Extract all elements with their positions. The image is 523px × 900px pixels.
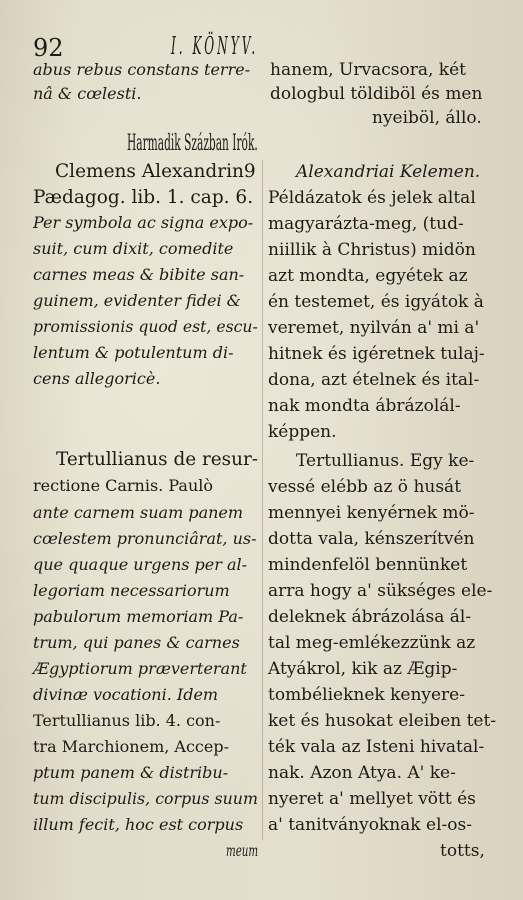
left-text-line: Tertullianus de resur- — [56, 449, 258, 470]
left-catchword: meum — [226, 841, 259, 860]
left-text-line: Per symbola ac signa expo- — [33, 213, 254, 232]
left-text-line: divinæ vocationi. Idem — [33, 685, 219, 704]
left-text-line: Pædagog. lib. 1. cap. 6. — [33, 187, 254, 208]
intro-right-line: dologbul töldiböl és men — [270, 84, 483, 104]
left-text-line: Tertullianus lib. 4. con- — [33, 711, 221, 730]
running-head: I. KÖNYV. — [171, 32, 259, 60]
column-divider — [262, 160, 263, 840]
left-text-line: Ægyptiorum præverterant — [33, 659, 247, 678]
left-text-line: rectione Carnis. Paulò — [33, 476, 213, 495]
right-text-line: a' tanitványoknak el-os- — [268, 815, 472, 835]
left-text-line: promissionis quod est, escu- — [33, 317, 258, 336]
left-text-line: que quaque urgens per al- — [33, 555, 248, 574]
right-text-line: ket és husokat eleiben tet- — [268, 711, 497, 731]
intro-right-line: nyeiböl, állo. — [372, 108, 482, 128]
left-text-line: guinem, evidenter fidei & — [33, 291, 241, 310]
left-text-line: legoriam necessariorum — [33, 581, 230, 600]
right-text-line: vessé elébb az ö husát — [268, 477, 462, 497]
left-text-line: suit, cum dixit, comedite — [33, 239, 234, 258]
right-text-line: nak. Azon Atya. A' ke- — [268, 763, 456, 783]
intro-left-line: nâ & cœlesti. — [33, 84, 142, 103]
left-text-line: ptum panem & distribu- — [33, 763, 229, 782]
page-number: 92 — [33, 34, 64, 62]
right-text-line: magyarázta-meg, (tud- — [268, 214, 464, 234]
right-text-line: veremet, nyilván a' mi a' — [268, 318, 480, 338]
right-text-line: hitnek és igéretnek tulaj- — [268, 344, 485, 364]
left-text-line: carnes meas & bibite san- — [33, 265, 245, 284]
left-text-line: cens allegoricè. — [33, 369, 161, 388]
right-text-line: Atyákrol, kik az Ægip- — [268, 659, 458, 679]
right-text-line: arra hogy a' sükséges ele- — [268, 581, 493, 601]
left-text-line: pabulorum memoriam Pa- — [33, 607, 244, 626]
right-text-line: én testemet, és igyátok à — [268, 292, 484, 312]
right-text-line: nak mondta ábrázolál- — [268, 396, 461, 416]
right-text-line: ték vala az Isteni hivatal- — [268, 737, 485, 757]
right-text-line: niillik à Christus) midön — [268, 240, 476, 260]
right-text-line: Példázatok és jelek altal — [268, 188, 476, 208]
intro-left-line: abus rebus constans terre- — [33, 60, 251, 79]
intro-right-line: hanem, Urvacsora, két — [270, 60, 466, 80]
left-text-line: illum fecit, hoc est corpus — [33, 815, 244, 834]
left-text-line: ante carnem suam panem — [33, 503, 244, 522]
right-text-line: képpen. — [268, 422, 337, 442]
left-text-line: tra Marchionem, Accep- — [33, 737, 229, 756]
left-text-line: lentum & potulentum di- — [33, 343, 234, 362]
section-heading: Harmadik Százban Irók. — [127, 131, 258, 156]
right-text-line: deleknek ábrázolása ál- — [268, 607, 472, 627]
right-text-line: mennyei kenyérnek mö- — [268, 503, 475, 523]
right-text-line: nyeret a' mellyet vött és — [268, 789, 476, 809]
right-catchword: totts, — [440, 841, 485, 861]
right-text-line: dona, azt ételnek és ital- — [268, 370, 480, 390]
right-text-line: Tertullianus. Egy ke- — [296, 451, 475, 471]
left-text-line: tum discipulis, corpus suum — [33, 789, 258, 808]
right-text-line: tal meg-emlékezzünk az — [268, 633, 476, 653]
right-text-line: mindenfelöl bennünket — [268, 555, 468, 575]
left-block-heading: Clemens Alexandrin9 — [55, 161, 256, 182]
left-text-line: trum, qui panes & carnes — [33, 633, 240, 652]
right-text-line: azt mondta, egyétek az — [268, 266, 468, 286]
right-block-heading: Alexandriai Kelemen. — [296, 162, 481, 182]
right-text-line: dotta vala, kénszerítvén — [268, 529, 475, 549]
right-text-line: tombélieknek kenyere- — [268, 685, 465, 705]
left-text-line: cœlestem pronunciârat, us- — [33, 529, 257, 548]
